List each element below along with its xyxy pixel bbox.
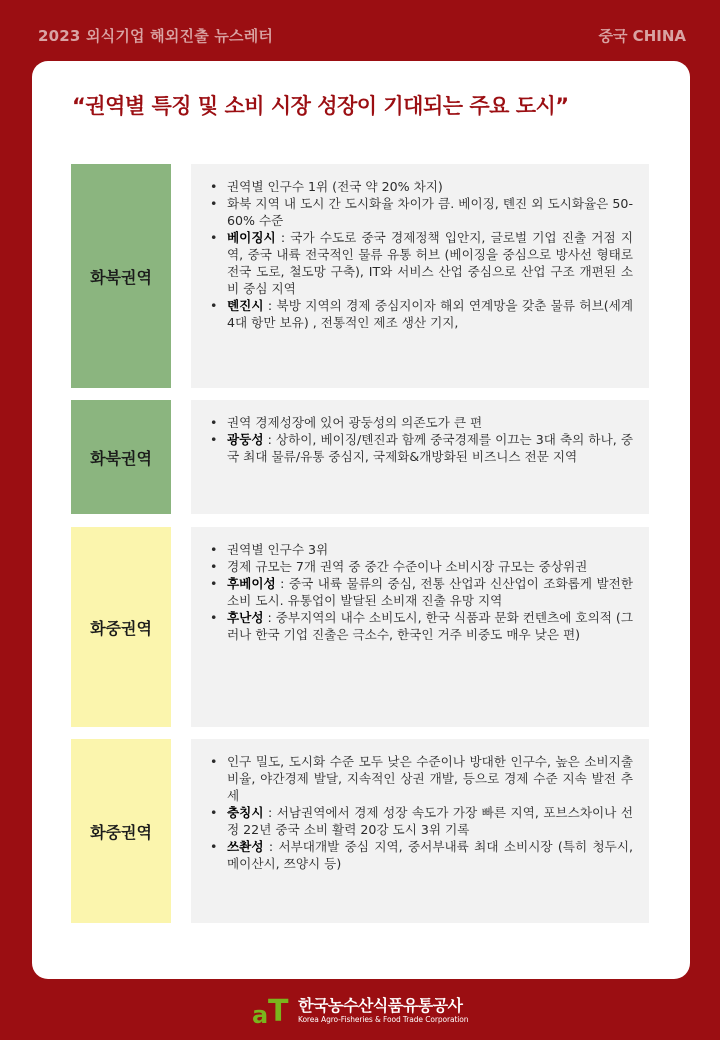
list-item: • 경제 규모는 7개 권역 중 중간 수준이나 소비시장 규모는 중상위권 [203, 558, 633, 575]
list-item: • 톈진시 : 북방 지역의 경제 중심지이자 해외 연계망을 갖춘 물류 허브(세계 4대 항만 보유) , 전통적인 제조 생산 기지, [203, 297, 633, 331]
list-item: • 충칭시 : 서남권역에서 경제 성장 속도가 가장 빠른 지역, 포브스차이나 선정 22년 중국 소비 활력 20강 도시 3위 기록 [203, 804, 633, 838]
list-item: • 권역별 인구수 1위 (전국 약 20% 차지) [203, 178, 633, 195]
org-name-korean: 한국농수산식품유통공사 [298, 996, 463, 1015]
top-bar [0, 0, 720, 62]
region-content [191, 164, 649, 388]
country-label: 중국 CHINA [598, 27, 686, 45]
bullet-list [203, 178, 633, 331]
list-item: • 인구 밀도, 도시화 수준 모두 낮은 수준이나 방대한 인구수, 높은 소비지출 비율, 야간경제 발달, 지속적인 상권 개발, 등으로 경제 수준 지속 발전 추세 [203, 753, 633, 804]
list-item: • 후난성 : 중부지역의 내수 소비도시, 한국 식품과 문화 컨텐츠에 호의적 (그러나 한국 기업 진출은 극소수, 한국인 거주 비중도 매우 낮은 편) [203, 609, 633, 643]
region-content [191, 739, 649, 923]
list-item: • 권역별 인구수 3위 [203, 541, 633, 558]
bullet-list [203, 541, 633, 643]
list-item: • 후베이성 : 중국 내륙 물류의 중심, 전통 산업과 신산업이 조화롭게 발전한 소비 도시. 유통업이 발달된 소비재 진출 유망 지역 [203, 575, 633, 609]
region-content [191, 400, 649, 514]
footer-logo [252, 994, 468, 1028]
region-label: 화북권역 [71, 400, 171, 514]
region-label: 화중권역 [71, 527, 171, 727]
bullet-list [203, 414, 633, 465]
list-item: • 광둥성 : 상하이, 베이징/톈진과 함께 중국경제를 이끄는 3대 축의 하나, 중국 최대 물류/유통 중심지, 국제화&개방화된 비즈니스 전문 지역 [203, 431, 633, 465]
list-item: • 권역 경제성장에 있어 광둥성의 의존도가 큰 편 [203, 414, 633, 431]
list-item: • 화북 지역 내 도시 간 도시화율 차이가 큼. 베이징, 톈진 외 도시화율은 50-60% 수준 [203, 195, 633, 229]
org-name-english: Korea Agro-Fisheries & Food Trade Corporation [298, 1015, 469, 1024]
bullet-list [203, 753, 633, 872]
at-logo-icon: a T [252, 994, 289, 1029]
region-label: 화북권역 [71, 164, 171, 388]
region-content [191, 527, 649, 727]
newsletter-title: 2023 외식기업 해외진출 뉴스레터 [38, 27, 274, 45]
list-item: • 쓰촨성 : 서부대개발 중심 지역, 중서부내륙 최대 소비시장 (특히 청두시, 메이산시, 쯔양시 등) [203, 838, 633, 872]
region-label: 화중권역 [71, 739, 171, 923]
page-headline: “권역별 특징 및 소비 시장 성장이 기대되는 주요 도시” [72, 94, 569, 118]
org-name [298, 997, 468, 1025]
list-item: • 베이징시 : 국가 수도로 중국 경제정책 입안지, 글로벌 기업 진출 거점 지역, 중국 내륙 전국적인 물류 유통 허브 (베이징을 중심으로 방사선 형태로 전국 도로, 철도망 구축), IT와 서비스 산업 중심으로 산업 구조 개편된 소비 중심 지역 [203, 229, 633, 297]
